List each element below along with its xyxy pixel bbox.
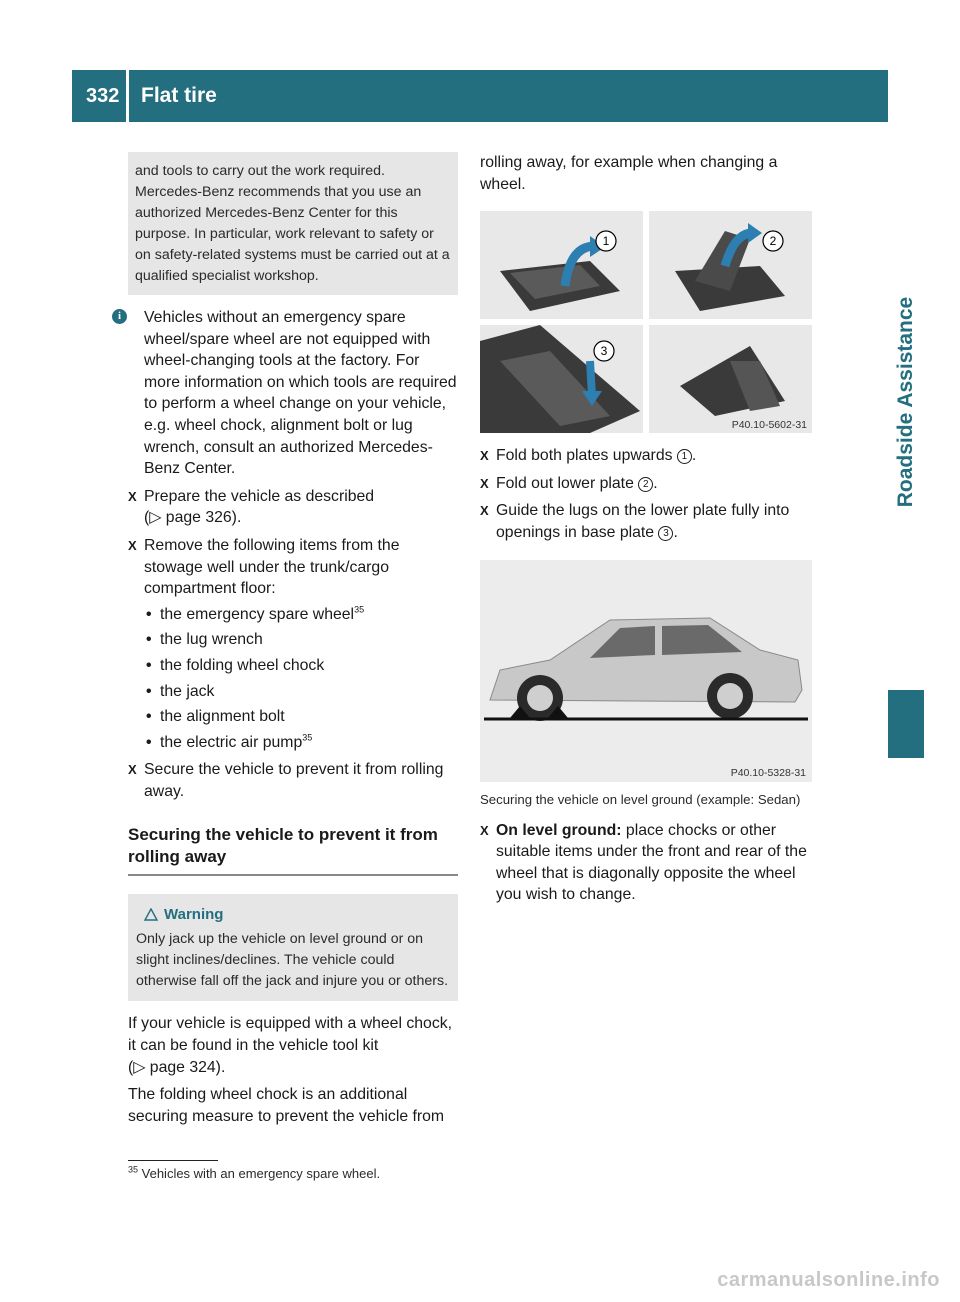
paragraph-continued: rolling away, for example when changing a wheel. [480,154,778,193]
figure-label: 3 [600,344,608,359]
watermark: carmanualsonline.info [717,1269,940,1291]
step-marker-icon: X [128,488,137,504]
list-item-text: the electric air pump [160,733,303,751]
list-item-text: the alignment bolt [160,708,285,726]
warning-label: Warning [164,906,224,924]
list-item-text: the jack [160,682,215,700]
bullet-icon: • [146,682,152,700]
step-text: Guide the lugs on the lower plate fully into openings in base plate [496,502,790,541]
footnote-text: Vehicles with an emergency spare wheel. [141,1166,381,1181]
footnote-ref: 35 [354,604,365,615]
step-text: Fold both plates upwards [496,447,673,465]
step-marker-icon: X [480,503,489,519]
car-illustration [480,560,812,782]
callout-number: 1 [677,449,692,464]
list-item-text: the folding wheel chock [160,656,325,674]
punctuation: . [653,474,658,492]
figure-label: 2 [769,234,777,249]
step-text: Fold out lower plate [496,474,634,492]
car-figure [480,560,812,782]
bullet-icon: • [146,605,152,623]
step-marker-icon: X [128,537,137,553]
info-icon: i [112,309,127,324]
footnote-divider [128,1160,218,1161]
step-fold-plates [480,445,812,467]
paragraph-text: The folding wheel chock is an additional securing measure to prevent the vehicle from [128,1086,445,1125]
step-marker-icon: X [480,822,489,838]
info-text: Vehicles without an emergency spare wheel/spare wheel are not equipped with wheel-changing tools at the factory. For more information on which tools are required to perform a wheel change on your vehicle, e.g. wheel chock, alignment bolt or lug wrench, consult an authorized Mercedes-Benz Center. [144,309,457,478]
bullet-icon: • [146,708,152,726]
step-marker-icon: X [480,475,489,491]
list-item [128,732,458,754]
step-marker-icon: X [480,448,489,464]
page-title: Flat tire [141,84,217,107]
paragraph-chock [128,1013,458,1078]
step-text: Remove the following items from the stowage well under the trunk/cargo compartment floor: [144,536,400,598]
page-number: 332 [86,85,120,107]
note-box: and tools to carry out the work required. Mercedes-Benz recommends that you use an authorized Mercedes-Benz Center for this purpose. In particular, work relevant to safety or on safety-related systems must be carried out at a qualified specialist workshop. [128,152,458,295]
warning-text: Only jack up the vehicle on level ground or on slight inclines/declines. The vehicle could otherwise fall off the jack and injure you or others. [136,931,449,990]
list-item [128,706,458,728]
list-item-text: the emergency spare wheel [160,605,355,623]
list-item [128,629,458,651]
side-tab [888,122,924,682]
warning-triangle-icon [144,908,158,921]
list-item [128,604,458,626]
step-marker-icon: X [128,762,137,778]
figure-code: P40.10-5328-31 [730,766,806,779]
chock-illustration [480,211,812,433]
page-ref-link[interactable]: (▷ page 324). [128,1058,226,1076]
figure-caption: Securing the vehicle on level ground (example: Sedan) [480,791,801,807]
header-separator [126,70,129,122]
chock-figure [480,211,812,433]
list-item-text: the lug wrench [160,631,263,649]
list-item [128,655,458,677]
step-text: Secure the vehicle to prevent it from rolling away. [144,761,444,800]
step-text: place chocks or other suitable items under the front and rear of the wheel that is diagonally opposite the wheel you wish to change. [496,821,807,904]
section-heading: Securing the vehicle to prevent it from rolling away [128,824,458,876]
bullet-icon: • [146,656,152,674]
step-prepare [128,486,458,529]
paragraph-text: If your vehicle is equipped with a wheel chock, it can be found in the vehicle tool kit [128,1015,453,1055]
bullet-icon: • [146,631,152,649]
page-ref-link[interactable]: (▷ page 326). [144,509,242,527]
callout-number: 3 [658,526,673,541]
step-fold-lower [480,473,812,495]
step-text: Prepare the vehicle as described [144,487,375,505]
punctuation: . [673,523,678,541]
figure-code: P40.10-5602-31 [731,419,807,432]
side-tab-block [888,690,924,758]
footnote [128,1166,380,1181]
info-note [117,307,458,480]
figure-label: 1 [602,234,610,249]
warning-title [144,904,450,925]
step-level-ground [480,820,812,906]
step-secure [128,759,458,802]
punctuation: . [691,447,697,465]
list-item [128,681,458,703]
step-guide-lugs [480,500,812,543]
callout-number: 2 [638,477,653,492]
step-bold-label: On level ground: [496,821,622,839]
side-tab-label: Roadside Assistance [894,296,917,508]
warning-box [128,894,458,1001]
footnote-number: 35 [128,1164,139,1175]
left-column [117,152,458,1127]
right-column [480,152,812,906]
bullet-icon: • [146,733,152,751]
step-remove [128,535,458,600]
footnote-ref: 35 [302,732,313,743]
